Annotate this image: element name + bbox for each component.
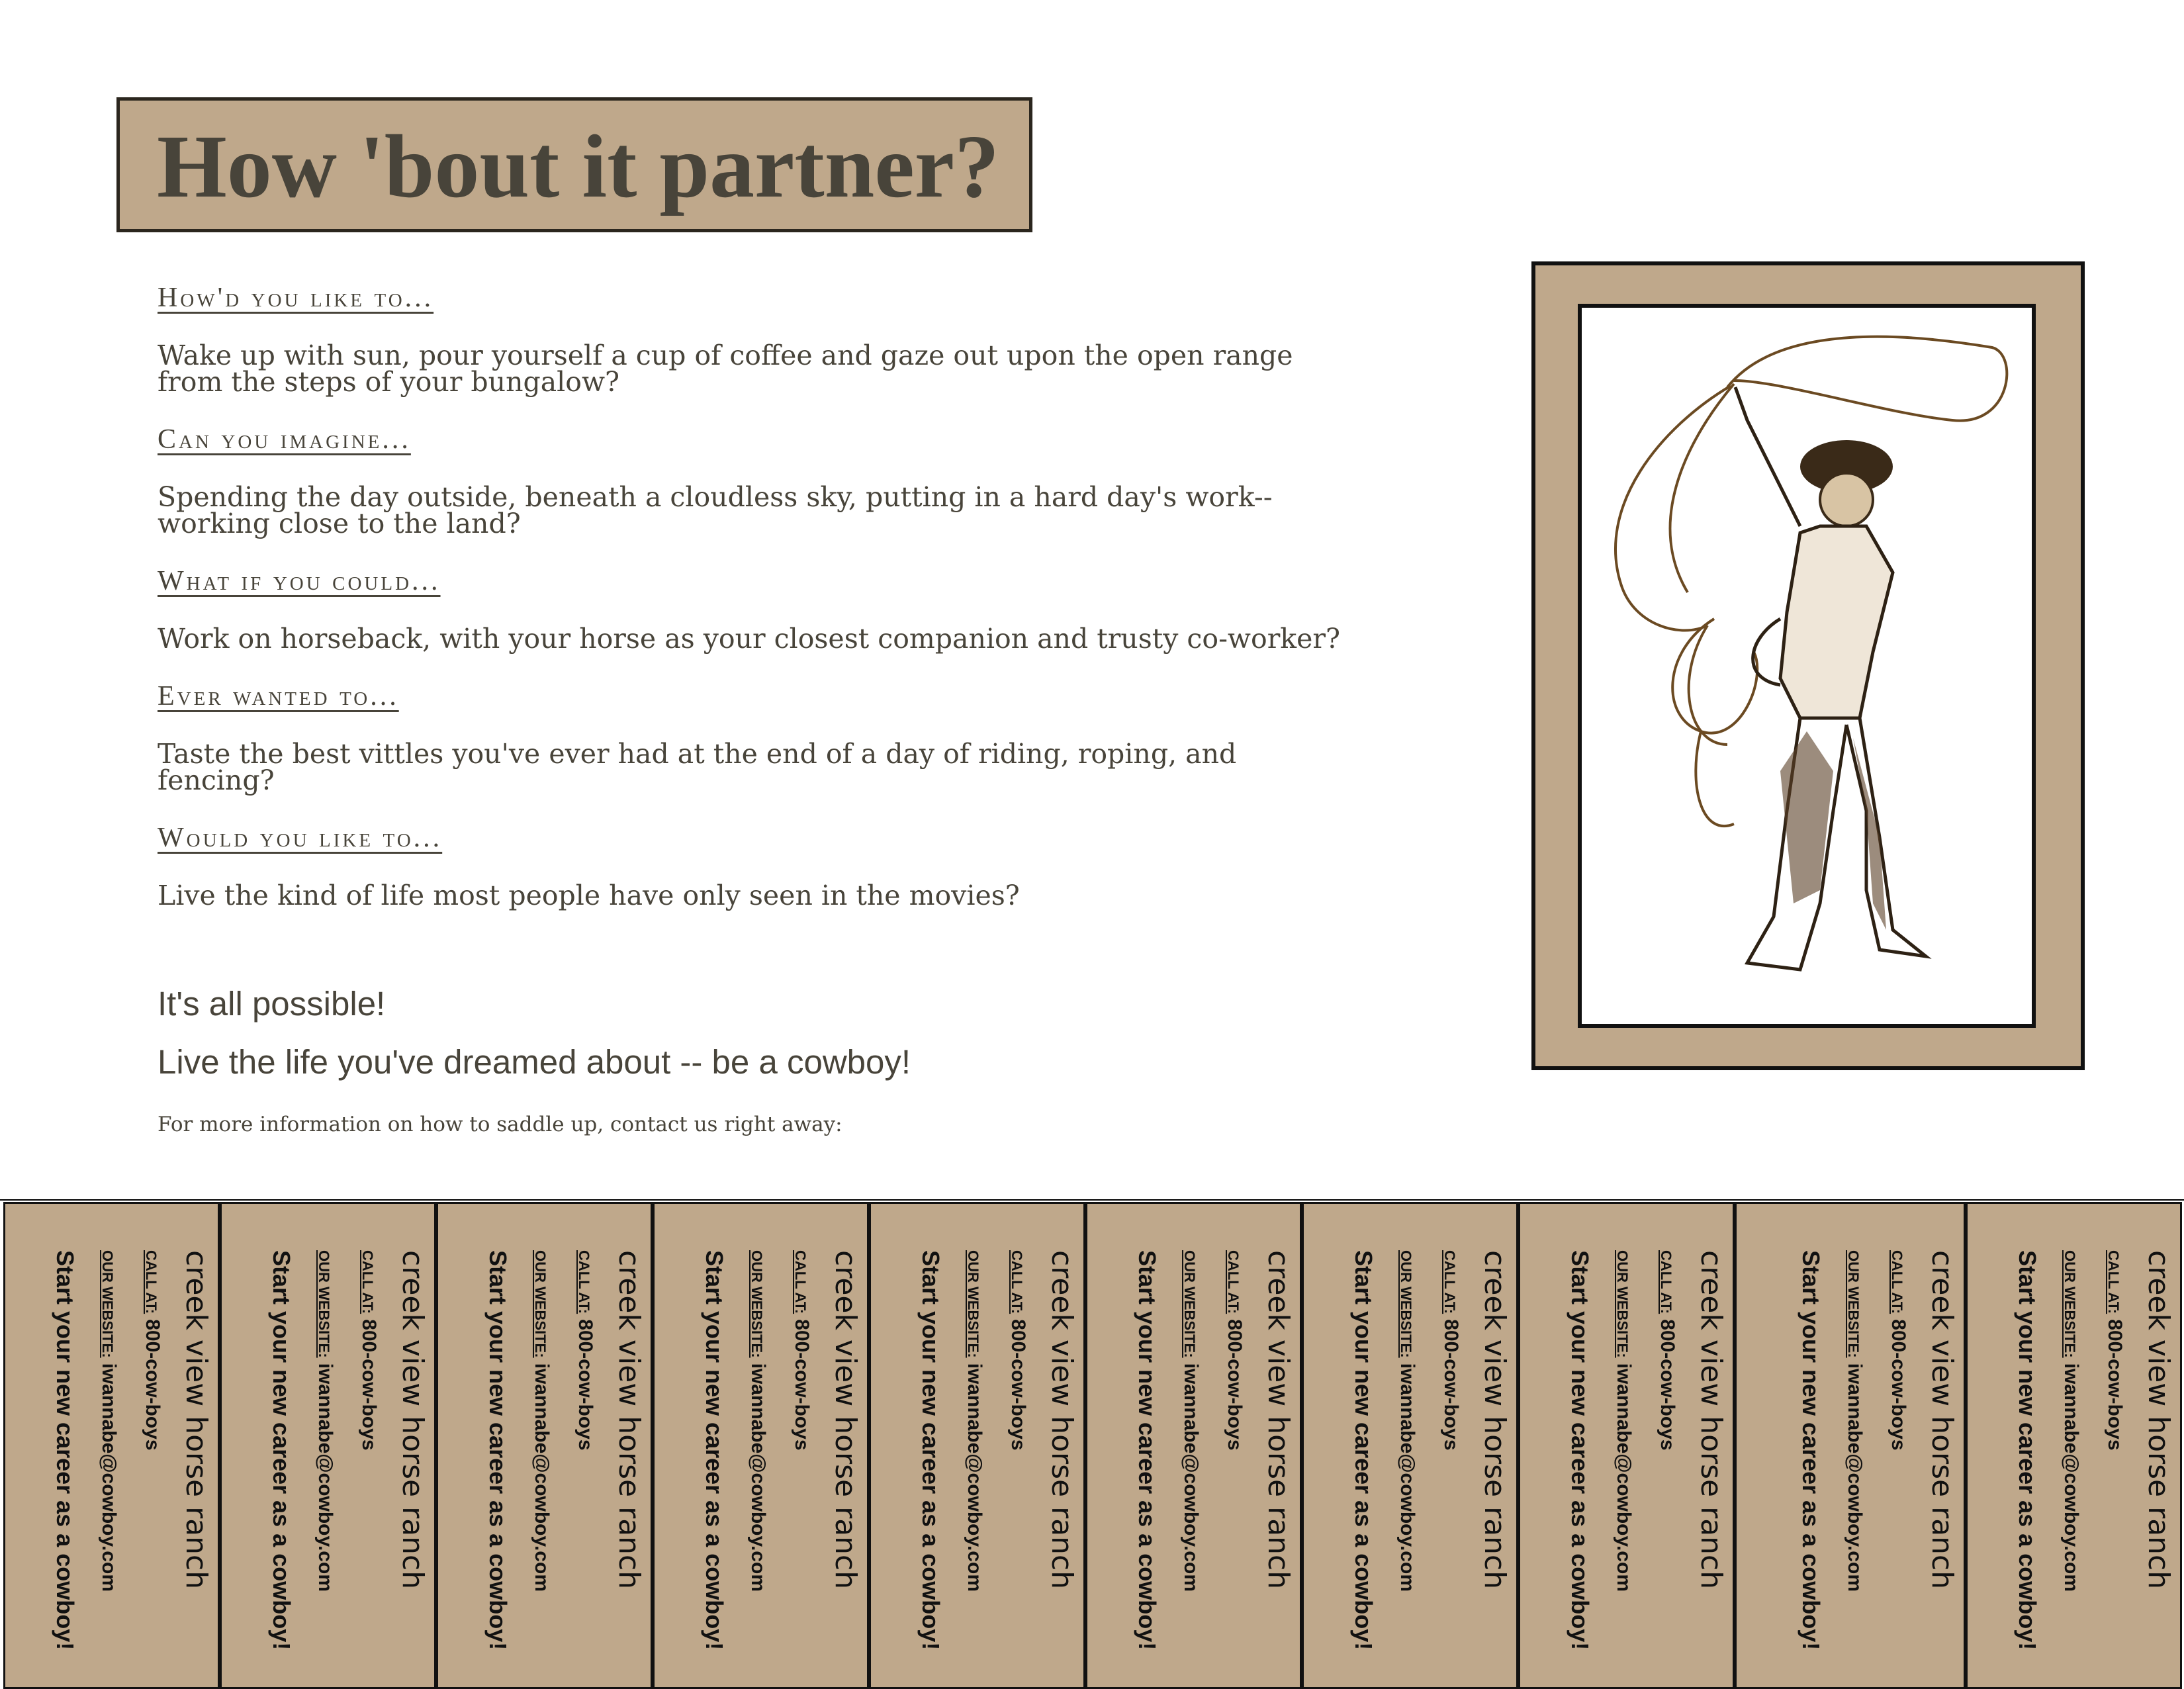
phone-line <box>1429 1250 1473 1650</box>
ranch-name: creek view horse ranch <box>1478 1250 1512 1590</box>
website-line <box>1169 1250 1212 1650</box>
phone-number: 800-cow-boys <box>2104 1319 2126 1451</box>
tagline: Start your new career as a cowboy! <box>2014 1250 2041 1651</box>
phone-line <box>1645 1250 1689 1650</box>
section-3 <box>158 563 1369 655</box>
image-frame <box>1531 261 2085 1070</box>
tagline: Start your new career as a cowboy! <box>1567 1250 1594 1651</box>
website-label: OUR WEBSITE: <box>749 1250 765 1358</box>
website-value: iwannabe@cowboy.com <box>1180 1363 1202 1592</box>
section-5 <box>158 820 1369 909</box>
phone-label: CALL AT: <box>1225 1250 1242 1314</box>
ranch-name: creek view horse ranch <box>1694 1250 1728 1590</box>
phone-number: 800-cow-boys <box>791 1319 813 1451</box>
website-line <box>87 1250 130 1650</box>
ranch-name: creek view horse ranch <box>1261 1250 1295 1590</box>
phone-line <box>2093 1250 2136 1650</box>
website-value: iwannabe@cowboy.com <box>2060 1363 2082 1592</box>
website-label: OUR WEBSITE: <box>532 1250 549 1358</box>
section-4 <box>158 678 1369 794</box>
website-line <box>952 1250 996 1650</box>
website-value: iwannabe@cowboy.com <box>314 1363 336 1592</box>
tagline: Start your new career as a cowboy! <box>52 1250 79 1651</box>
phone-number: 800-cow-boys <box>358 1319 380 1451</box>
website-label: OUR WEBSITE: <box>1181 1250 1198 1358</box>
tear-off-strip[interactable] <box>1085 1202 1302 1689</box>
closing-line-2: Live the life you've dreamed about -- be a cowboy! <box>158 1043 911 1081</box>
phone-number: 800-cow-boys <box>1657 1319 1678 1451</box>
closing-line-1: It's all possible! <box>158 985 386 1023</box>
section-heading: How'd you like to... <box>158 283 434 313</box>
website-label: OUR WEBSITE: <box>2062 1250 2078 1358</box>
website-line <box>1833 1250 1876 1650</box>
tear-off-strip[interactable] <box>1966 1202 2182 1689</box>
tear-off-strip[interactable] <box>1518 1202 1735 1689</box>
website-line <box>520 1250 563 1650</box>
tagline: Start your new career as a cowboy! <box>1134 1250 1161 1651</box>
phone-line <box>347 1250 390 1650</box>
website-line <box>303 1250 347 1650</box>
tagline: Start your new career as a cowboy! <box>268 1250 295 1651</box>
phone-label: CALL AT: <box>576 1250 592 1314</box>
website-label: OUR WEBSITE: <box>1845 1250 1862 1358</box>
website-value: iwannabe@cowboy.com <box>98 1363 120 1592</box>
cowboy-illustration <box>1578 304 2036 1028</box>
phone-line <box>563 1250 607 1650</box>
tear-off-strip[interactable] <box>1302 1202 1518 1689</box>
website-value: iwannabe@cowboy.com <box>1613 1363 1635 1592</box>
tear-off-strip[interactable] <box>220 1202 436 1689</box>
tagline: Start your new career as a cowboy! <box>1797 1250 1825 1651</box>
website-line <box>2049 1250 2093 1650</box>
phone-label: CALL AT: <box>359 1250 376 1314</box>
section-text: Taste the best vittles you've ever had at the end of a day of riding, roping, and fencing? <box>158 738 1237 796</box>
website-label: OUR WEBSITE: <box>1614 1250 1631 1358</box>
phone-label: CALL AT: <box>1009 1250 1025 1314</box>
tear-off-strips <box>0 1199 2184 1689</box>
phone-number: 800-cow-boys <box>1224 1319 1246 1451</box>
section-text: Wake up with sun, pour yourself a cup of coffee and gaze out upon the open range from the steps of your bungalow? <box>158 340 1293 398</box>
ranch-name: creek view horse ranch <box>179 1250 213 1590</box>
website-value: iwannabe@cowboy.com <box>531 1363 553 1592</box>
phone-number: 800-cow-boys <box>142 1319 163 1451</box>
phone-number: 800-cow-boys <box>1888 1319 1909 1451</box>
section-heading: What if you could... <box>158 566 441 596</box>
ranch-name: creek view horse ranch <box>396 1250 430 1590</box>
website-line <box>736 1250 780 1650</box>
website-value: iwannabe@cowboy.com <box>1844 1363 1866 1592</box>
section-2 <box>158 422 1369 537</box>
tear-off-strip[interactable] <box>653 1202 869 1689</box>
page-title: How 'bout it partner? <box>157 117 1000 216</box>
phone-line <box>780 1250 823 1650</box>
contact-prompt: For more information on how to saddle up, contact us right away: <box>158 1113 842 1136</box>
phone-line <box>1212 1250 1256 1650</box>
phone-line <box>1876 1250 1920 1650</box>
cowboy-lasso-icon <box>1582 308 2032 1024</box>
phone-line <box>996 1250 1040 1650</box>
website-label: OUR WEBSITE: <box>965 1250 981 1358</box>
ranch-name: creek view horse ranch <box>2142 1250 2175 1590</box>
tagline: Start your new career as a cowboy! <box>917 1250 944 1651</box>
website-label: OUR WEBSITE: <box>1398 1250 1414 1358</box>
website-value: iwannabe@cowboy.com <box>964 1363 985 1592</box>
section-1 <box>158 280 1369 398</box>
tagline: Start your new career as a cowboy! <box>701 1250 728 1651</box>
website-label: OUR WEBSITE: <box>99 1250 116 1358</box>
website-label: OUR WEBSITE: <box>316 1250 332 1358</box>
website-value: iwannabe@cowboy.com <box>747 1363 769 1592</box>
ranch-name: creek view horse ranch <box>612 1250 646 1590</box>
tagline: Start your new career as a cowboy! <box>484 1250 512 1651</box>
section-text: Spending the day outside, beneath a cloudless sky, putting in a hard day's work--working close to the land? <box>158 481 1273 539</box>
phone-number: 800-cow-boys <box>574 1319 596 1451</box>
website-line <box>1602 1250 1645 1650</box>
phone-label: CALL AT: <box>792 1250 809 1314</box>
section-heading: Ever wanted to... <box>158 681 399 711</box>
website-value: iwannabe@cowboy.com <box>1396 1363 1418 1592</box>
section-text: Work on horseback, with your horse as your closest companion and trusty co-worker? <box>158 623 1340 655</box>
phone-label: CALL AT: <box>1658 1250 1674 1314</box>
phone-number: 800-cow-boys <box>1007 1319 1029 1451</box>
phone-label: CALL AT: <box>1441 1250 1458 1314</box>
phone-label: CALL AT: <box>1889 1250 1905 1314</box>
ranch-name: creek view horse ranch <box>1925 1250 1959 1590</box>
tear-off-strip[interactable] <box>869 1202 1085 1689</box>
section-heading: Would you like to... <box>158 823 443 853</box>
tagline: Start your new career as a cowboy! <box>1350 1250 1377 1651</box>
ranch-name: creek view horse ranch <box>1045 1250 1079 1590</box>
section-text: Live the kind of life most people have only seen in the movies? <box>158 880 1020 911</box>
phone-label: CALL AT: <box>143 1250 159 1314</box>
tear-off-strip[interactable] <box>1735 1202 1966 1689</box>
tear-off-strip[interactable] <box>436 1202 653 1689</box>
phone-number: 800-cow-boys <box>1440 1319 1462 1451</box>
website-line <box>1385 1250 1429 1650</box>
section-heading: Can you imagine... <box>158 424 411 455</box>
ranch-name: creek view horse ranch <box>829 1250 862 1590</box>
phone-label: CALL AT: <box>2105 1250 2122 1314</box>
title-banner <box>116 97 1032 232</box>
phone-line <box>130 1250 174 1650</box>
tear-off-strip[interactable] <box>3 1202 220 1689</box>
